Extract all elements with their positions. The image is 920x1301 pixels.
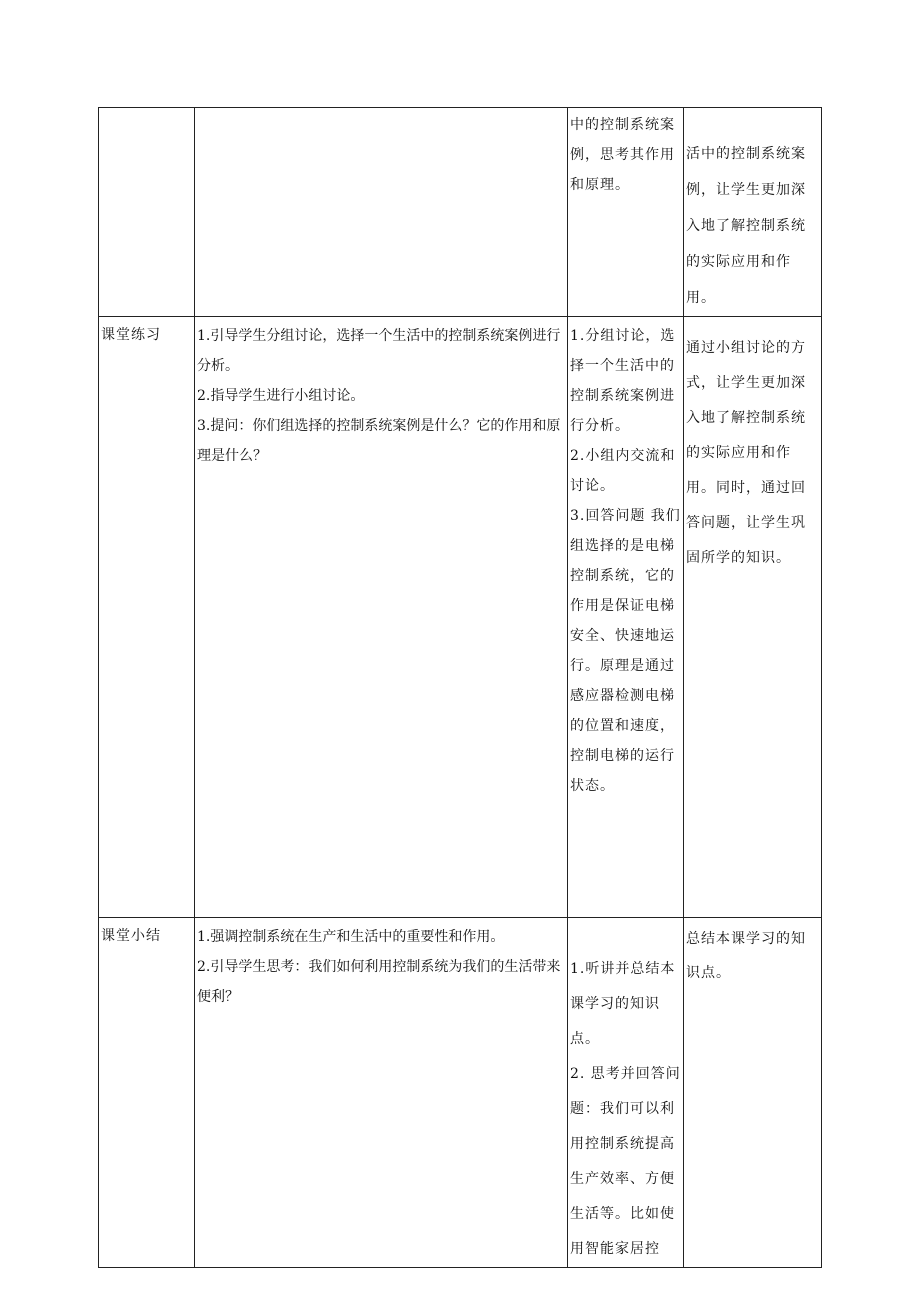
teacher-activity-item: 1.引导学生分组讨论，选择一个生活中的控制系统案例进行分析。 bbox=[197, 328, 561, 374]
design-purpose-text: 总结本课学习的知识点。 bbox=[686, 931, 806, 981]
stage-label: 课堂练习 bbox=[101, 327, 161, 343]
student-activity-text: 中的控制系统案例，思考其作用和原理。 bbox=[570, 117, 675, 193]
teacher-activity-cell bbox=[195, 108, 568, 317]
student-activity-cell bbox=[568, 108, 684, 317]
stage-cell bbox=[99, 317, 195, 918]
design-purpose-text: 活中的控制系统案例，让学生更加深入地了解控制系统的实际应用和作用。 bbox=[686, 146, 806, 306]
teacher-activity-item: 2.引导学生思考：我们如何利用控制系统为我们的生活带来便利？ bbox=[197, 959, 561, 1005]
student-activity-item: 1.听讲并总结本课学习的知识点。 bbox=[570, 961, 676, 1047]
teacher-activity-item: 1.强调控制系统在生产和生活中的重要性和作用。 bbox=[197, 929, 505, 945]
lesson-plan-table bbox=[98, 107, 822, 1268]
student-activity-item: 1.分组讨论，选择一个生活中的控制系统案例进行分析。 bbox=[570, 328, 676, 434]
design-purpose-cell bbox=[684, 108, 822, 317]
design-purpose-cell bbox=[684, 317, 822, 918]
stage-cell bbox=[99, 108, 195, 317]
design-purpose-cell bbox=[684, 918, 822, 1268]
teacher-activity-item: 2.指导学生进行小组讨论。 bbox=[197, 388, 365, 404]
table-row bbox=[99, 317, 822, 918]
table-row bbox=[99, 918, 822, 1268]
teacher-activity-cell bbox=[195, 918, 568, 1268]
stage-label bbox=[99, 108, 194, 116]
stage-cell bbox=[99, 918, 195, 1268]
teacher-activity-item: 3.提问：你们组选择的控制系统案例是什么？它的作用和原理是什么？ bbox=[197, 418, 561, 464]
design-purpose-text: 通过小组讨论的方式，让学生更加深入地了解控制系统的实际应用和作用。同时，通过回答问题，让学生巩固所学的知识。 bbox=[686, 340, 806, 566]
table-row bbox=[99, 108, 822, 317]
teacher-activity-cell bbox=[195, 317, 568, 918]
student-activity-item: 2.小组内交流和讨论。 bbox=[570, 448, 676, 494]
student-activity-item: 2. 思考并回答问题：我们可以利用控制系统提高生产效率、方便生活等。比如使用智能家居控 bbox=[570, 1066, 681, 1257]
student-activity-cell bbox=[568, 317, 684, 918]
stage-label: 课堂小结 bbox=[101, 928, 161, 944]
student-activity-cell bbox=[568, 918, 684, 1268]
student-activity-item: 3.回答问题 我们组选择的是电梯控制系统，它的作用是保证电梯安全、快速地运行。原理是通过感应器检测电梯的位置和速度，控制电梯的运行状态。 bbox=[570, 508, 681, 794]
